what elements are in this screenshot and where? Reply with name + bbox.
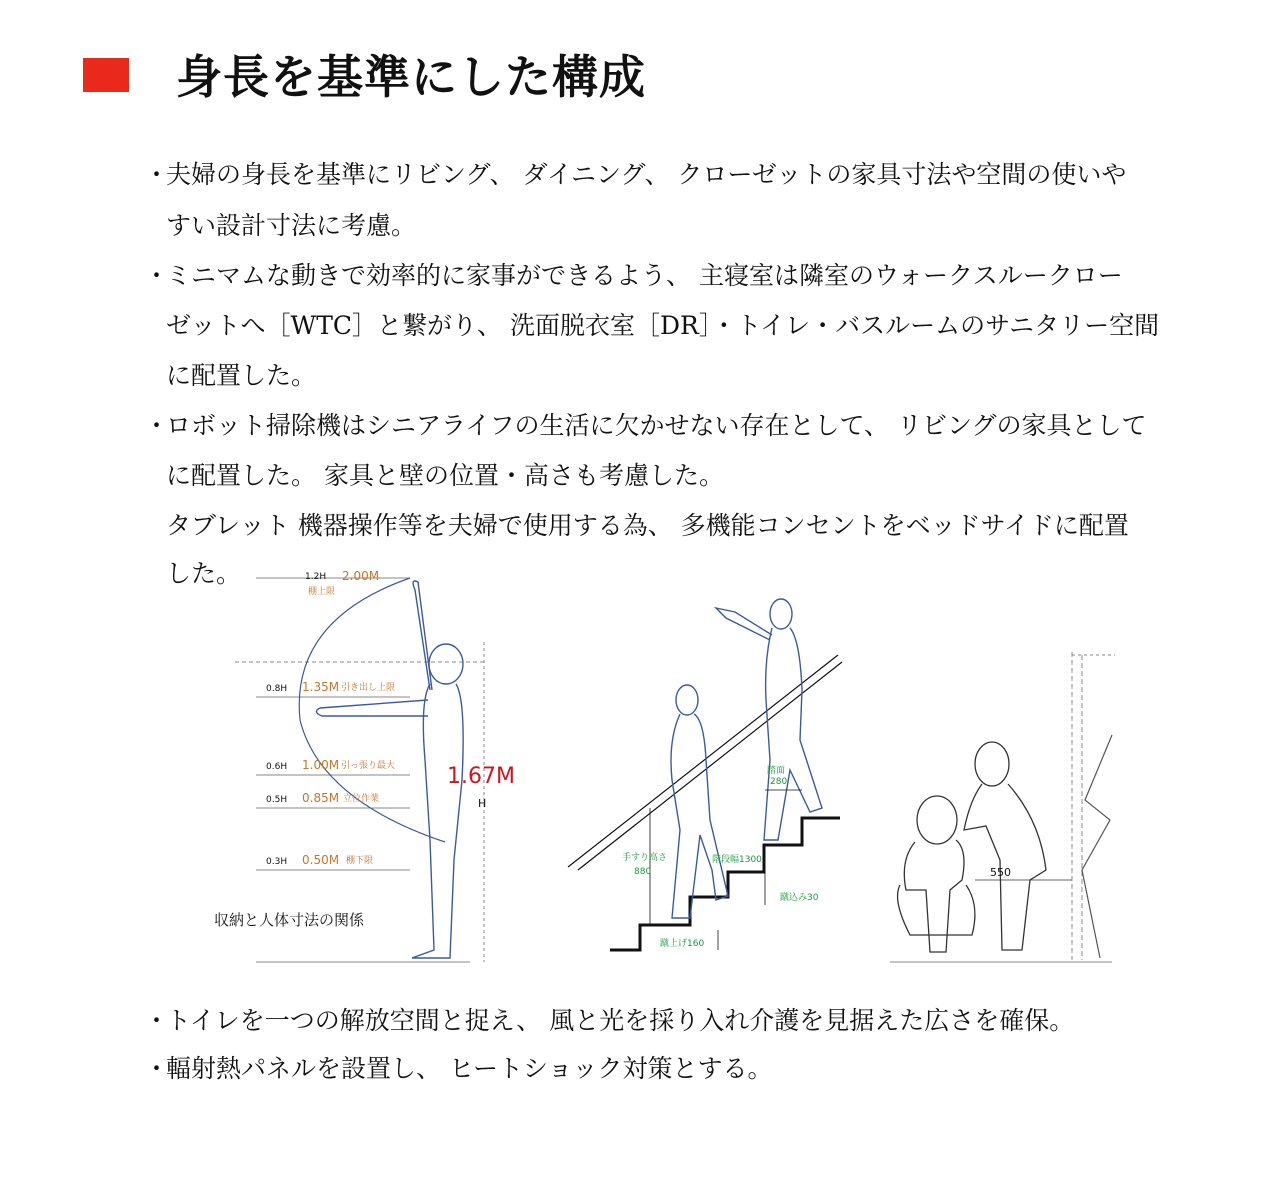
note-label: 棚上限 xyxy=(308,587,336,597)
paragraph-line: に配置した。 家具と壁の位置・高さも考慮した。 xyxy=(166,461,724,490)
riser-height-label: 蹴上げ160 xyxy=(660,939,705,949)
ratio-label: 0.8H xyxy=(266,684,288,694)
clearance-label: 550 xyxy=(990,866,1011,879)
bullet: ・ xyxy=(144,261,170,290)
paragraph-line: ロボット掃除機はシニアライフの生活に欠かせない存在として、 リビングの家具として xyxy=(166,411,1147,440)
bullet: ・ xyxy=(144,411,170,440)
value-label: 1.35M xyxy=(302,680,340,694)
paragraph-line: ゼットへ［WTC］と繋がり、 洗面脱衣室［DR］・トイレ・バスルームのサニタリー空間 xyxy=(166,311,1160,340)
height-label: 1.67M xyxy=(447,764,515,789)
note-label: 棚下限 xyxy=(346,856,374,866)
paragraph-line: に配置した。 xyxy=(166,361,317,390)
note-label: 引っ張り最大 xyxy=(341,761,396,771)
paragraph-line: 輻射熱パネルを設置し、 ヒートショック対策とする。 xyxy=(166,1054,773,1083)
h-symbol: H xyxy=(478,797,487,810)
page-title: 身長を基準にした構成 xyxy=(176,50,646,104)
stairs-handrail-diagram xyxy=(560,590,850,965)
storage-body-dimension-diagram xyxy=(200,565,540,970)
value-label: 2.00M xyxy=(342,569,380,583)
paragraph-line: ミニマムな動きで効率的に家事ができるよう、 主寝室は隣室のウォークスルークロー xyxy=(166,261,1123,290)
bullet: ・ xyxy=(144,1006,170,1035)
paragraph-line: トイレを一つの解放空間と捉え、 風と光を採り入れ介護を見据えた広さを確保。 xyxy=(166,1006,1075,1035)
value-label: 1.00M xyxy=(302,758,340,772)
toilet-care-space-diagram xyxy=(880,640,1120,970)
paragraph-line: すい設計寸法に考慮。 xyxy=(166,211,417,240)
title-marker xyxy=(83,58,129,92)
riser-depth-label: 蹴込み30 xyxy=(780,893,819,903)
seated-and-carer-figures-shape xyxy=(898,742,1046,952)
paragraph-line: タブレット 機器操作等を夫婦で使用する為、 多機能コンセントをベッドサイドに配置 xyxy=(166,511,1129,540)
tread-label: 踏面 xyxy=(767,766,786,776)
ratio-label: 1.2H xyxy=(305,572,327,582)
climbing-figures-shape xyxy=(671,599,822,918)
handrail-label: 手すり高さ xyxy=(622,853,668,863)
figure-caption: 収納と人体寸法の関係 xyxy=(214,911,365,929)
ratio-label: 0.6H xyxy=(266,762,288,772)
bullet: ・ xyxy=(144,1054,170,1083)
bullet: ・ xyxy=(144,160,170,189)
step-width-label: 階段幅1300 xyxy=(712,855,762,865)
tread-value: 280 xyxy=(770,777,788,787)
value-label: 0.85M xyxy=(302,791,340,805)
paragraph-line: 夫婦の身長を基準にリビング、 ダイニング、 クローゼットの家具寸法や空間の使いや xyxy=(166,160,1127,189)
ratio-label: 0.5H xyxy=(266,795,288,805)
handrail-value: 880 xyxy=(634,867,652,877)
note-label: 引き出し上限 xyxy=(341,683,396,693)
note-label: 立位作業 xyxy=(343,794,380,804)
value-label: 0.50M xyxy=(302,853,340,867)
ratio-label: 0.3H xyxy=(266,857,288,867)
paragraph-line: した。 xyxy=(166,559,242,588)
